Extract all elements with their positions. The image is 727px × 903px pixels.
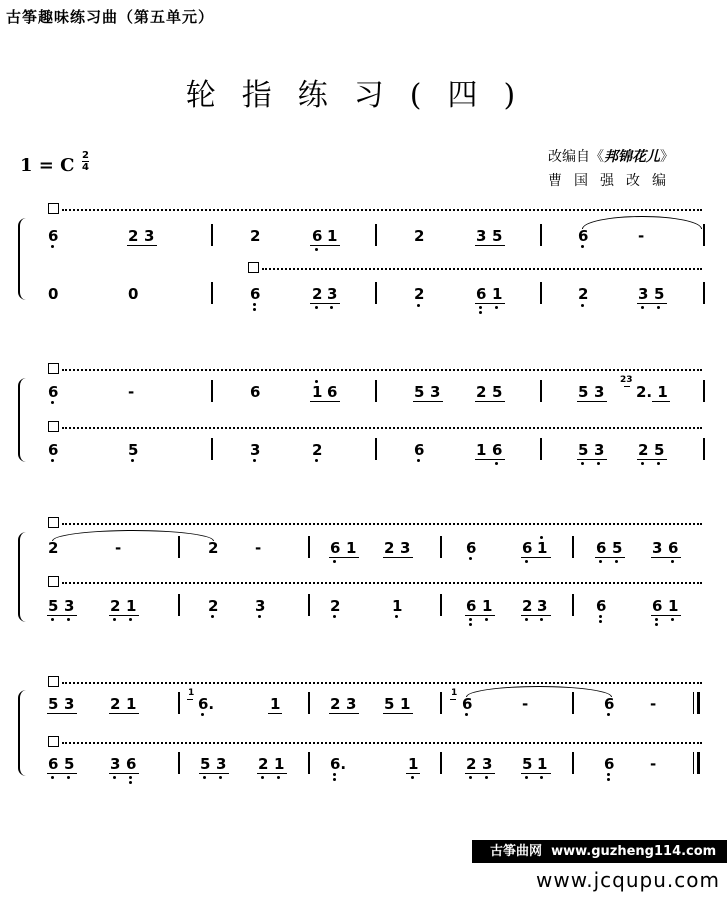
tremolo-line bbox=[62, 682, 702, 684]
note: 6 bbox=[596, 539, 607, 557]
low-octave-dot bbox=[655, 618, 658, 621]
barline bbox=[572, 752, 574, 774]
note: 5 bbox=[200, 755, 211, 773]
note: 5 bbox=[654, 441, 665, 459]
beam bbox=[47, 773, 77, 774]
barline bbox=[178, 536, 180, 558]
note: 3 bbox=[346, 695, 357, 713]
barline bbox=[703, 438, 705, 460]
note: 2 bbox=[250, 227, 261, 245]
low-octave-dot bbox=[277, 776, 280, 779]
beam bbox=[521, 557, 551, 558]
low-octave-dot bbox=[67, 618, 70, 621]
note: 3 bbox=[594, 383, 605, 401]
note: 1 bbox=[482, 597, 493, 615]
low-octave-dot bbox=[525, 776, 528, 779]
note: 3 bbox=[482, 755, 493, 773]
beam bbox=[413, 401, 443, 402]
note: 1 bbox=[312, 383, 323, 401]
note: 2 bbox=[466, 755, 477, 773]
tremolo-sign bbox=[48, 676, 59, 687]
beam bbox=[521, 773, 551, 774]
system-brace bbox=[18, 690, 28, 776]
note: 1 bbox=[408, 755, 419, 773]
low-octave-dot bbox=[113, 776, 116, 779]
barline bbox=[375, 224, 377, 246]
tremolo-line bbox=[62, 742, 702, 744]
low-octave-dot bbox=[615, 560, 618, 563]
beam bbox=[652, 401, 670, 402]
key-signature: 1 = C bbox=[20, 155, 75, 176]
barline bbox=[178, 692, 180, 714]
note: 6 bbox=[668, 539, 679, 557]
note: 3 bbox=[250, 441, 261, 459]
barline bbox=[308, 594, 310, 616]
tremolo-sign bbox=[48, 736, 59, 747]
beam bbox=[637, 459, 667, 460]
site-banner[interactable] bbox=[472, 840, 727, 863]
final-barline-thin bbox=[693, 692, 694, 714]
note: 3 bbox=[476, 227, 487, 245]
low-octave-dot bbox=[333, 615, 336, 618]
dash: - bbox=[128, 383, 135, 401]
low-octave-dot bbox=[540, 618, 543, 621]
note: 2 bbox=[312, 285, 323, 303]
tremolo-line bbox=[62, 523, 702, 525]
note: 5 bbox=[578, 441, 589, 459]
barline bbox=[703, 282, 705, 304]
note: 6. bbox=[198, 695, 215, 713]
barline bbox=[440, 594, 442, 616]
beam bbox=[475, 303, 505, 304]
low-octave-dot bbox=[258, 615, 261, 618]
note: 2 bbox=[384, 539, 395, 557]
beam bbox=[310, 401, 340, 402]
tremolo-line bbox=[262, 268, 702, 270]
note: 6 bbox=[522, 539, 533, 557]
note: 2 bbox=[522, 597, 533, 615]
beam bbox=[310, 303, 340, 304]
low-octave-dot bbox=[129, 618, 132, 621]
beam bbox=[310, 245, 340, 246]
grace-note: 1 bbox=[451, 688, 458, 698]
beam bbox=[595, 557, 625, 558]
dash: - bbox=[255, 539, 262, 557]
low-octave-dot bbox=[540, 776, 543, 779]
barline bbox=[375, 380, 377, 402]
site-url: www.guzheng114.com bbox=[551, 844, 717, 859]
grace-beam bbox=[187, 699, 193, 700]
note: 1 bbox=[327, 227, 338, 245]
dash: - bbox=[650, 755, 657, 773]
low-octave-dot bbox=[479, 311, 482, 314]
low-octave-dot bbox=[201, 713, 204, 716]
barline bbox=[308, 692, 310, 714]
tremolo-sign bbox=[48, 421, 59, 432]
note: 6 bbox=[604, 755, 615, 773]
low-octave-dot bbox=[599, 620, 602, 623]
low-octave-dot bbox=[315, 306, 318, 309]
tremolo-line bbox=[62, 427, 702, 429]
note: 2 bbox=[258, 755, 269, 773]
low-octave-dot bbox=[525, 560, 528, 563]
low-octave-dot bbox=[607, 773, 610, 776]
low-octave-dot bbox=[597, 462, 600, 465]
barline bbox=[440, 692, 442, 714]
note: 2 bbox=[330, 695, 341, 713]
note: 5 bbox=[414, 383, 425, 401]
low-octave-dot bbox=[417, 304, 420, 307]
beam bbox=[257, 773, 287, 774]
low-octave-dot bbox=[51, 245, 54, 248]
low-octave-dot bbox=[581, 245, 584, 248]
tremolo-sign bbox=[48, 517, 59, 528]
barline bbox=[440, 752, 442, 774]
note: 6 bbox=[330, 539, 341, 557]
note: 3 bbox=[652, 539, 663, 557]
low-octave-dot bbox=[129, 781, 132, 784]
note: 1 bbox=[668, 597, 679, 615]
low-octave-dot bbox=[129, 776, 132, 779]
low-octave-dot bbox=[253, 459, 256, 462]
low-octave-dot bbox=[657, 462, 660, 465]
note: 2 bbox=[578, 285, 589, 303]
low-octave-dot bbox=[469, 557, 472, 560]
note: 2 bbox=[638, 441, 649, 459]
dash: - bbox=[115, 539, 122, 557]
note: 3 bbox=[638, 285, 649, 303]
note: 5 bbox=[128, 441, 139, 459]
dash: - bbox=[522, 695, 529, 713]
note: 2 bbox=[110, 597, 121, 615]
low-octave-dot bbox=[67, 776, 70, 779]
tremolo-sign bbox=[48, 203, 59, 214]
note: 6 bbox=[327, 383, 338, 401]
low-octave-dot bbox=[641, 462, 644, 465]
note: 1 bbox=[126, 695, 137, 713]
beam bbox=[637, 303, 667, 304]
low-octave-dot bbox=[469, 618, 472, 621]
note: 3 bbox=[594, 441, 605, 459]
beam bbox=[521, 615, 551, 616]
low-octave-dot bbox=[51, 401, 54, 404]
note: 6 bbox=[48, 441, 59, 459]
beam bbox=[329, 713, 359, 714]
note: 6 bbox=[126, 755, 137, 773]
arrangement-credit bbox=[548, 146, 674, 166]
tremolo-line bbox=[62, 582, 702, 584]
system-brace bbox=[18, 532, 28, 622]
time-signature bbox=[82, 150, 89, 173]
note: 3 bbox=[537, 597, 548, 615]
beam bbox=[651, 557, 681, 558]
credit-prefix: 改编自《 bbox=[548, 149, 604, 165]
note: 1 bbox=[126, 597, 137, 615]
header-title: 古筝趣味练习曲（第五单元） bbox=[6, 8, 215, 26]
barline bbox=[572, 692, 574, 714]
low-octave-dot bbox=[495, 462, 498, 465]
low-octave-dot bbox=[315, 248, 318, 251]
low-octave-dot bbox=[581, 462, 584, 465]
note: 6 bbox=[596, 597, 607, 615]
beam bbox=[47, 615, 77, 616]
low-octave-dot bbox=[495, 306, 498, 309]
beam bbox=[383, 713, 413, 714]
low-octave-dot bbox=[333, 778, 336, 781]
note: 1 bbox=[392, 597, 403, 615]
note: 3 bbox=[144, 227, 155, 245]
note: 6 bbox=[604, 695, 615, 713]
system-brace bbox=[18, 378, 28, 462]
arranger-credit: 曹国强改编 bbox=[548, 173, 678, 189]
low-octave-dot bbox=[51, 776, 54, 779]
tremolo-sign bbox=[48, 576, 59, 587]
low-octave-dot bbox=[599, 615, 602, 618]
barline bbox=[540, 380, 542, 402]
barline bbox=[375, 282, 377, 304]
note: 6 bbox=[492, 441, 503, 459]
barline bbox=[440, 536, 442, 558]
beam bbox=[329, 557, 359, 558]
note: 0 bbox=[48, 285, 59, 303]
beam bbox=[465, 615, 495, 616]
note: 2 bbox=[110, 695, 121, 713]
beam bbox=[475, 401, 505, 402]
low-octave-dot bbox=[203, 776, 206, 779]
low-octave-dot bbox=[113, 618, 116, 621]
note: 6 bbox=[48, 227, 59, 245]
grace-note: 1 bbox=[188, 688, 195, 698]
note: 5 bbox=[48, 597, 59, 615]
low-octave-dot bbox=[253, 308, 256, 311]
grace-notes: 23 bbox=[620, 375, 633, 385]
note: 5 bbox=[522, 755, 533, 773]
credit-suffix: 》 bbox=[660, 149, 674, 165]
high-octave-dot bbox=[540, 536, 543, 539]
beam bbox=[651, 615, 681, 616]
low-octave-dot bbox=[253, 303, 256, 306]
final-barline-thick bbox=[697, 752, 700, 774]
low-octave-dot bbox=[333, 560, 336, 563]
note: 1 bbox=[400, 695, 411, 713]
beam bbox=[109, 773, 139, 774]
barline bbox=[211, 438, 213, 460]
note: 6 bbox=[312, 227, 323, 245]
low-octave-dot bbox=[657, 306, 660, 309]
system-brace bbox=[18, 218, 28, 300]
beam bbox=[47, 713, 77, 714]
note: 6 bbox=[462, 695, 473, 713]
barline bbox=[703, 224, 705, 246]
low-octave-dot bbox=[469, 776, 472, 779]
barline bbox=[540, 438, 542, 460]
note: 6 bbox=[250, 383, 261, 401]
note: 1 bbox=[270, 695, 281, 713]
note: 0 bbox=[128, 285, 139, 303]
note: 2 bbox=[208, 597, 219, 615]
note: 5 bbox=[384, 695, 395, 713]
note: 6 bbox=[48, 755, 59, 773]
note: 2. 1 bbox=[636, 383, 668, 401]
note: 5 bbox=[492, 383, 503, 401]
note: 5 bbox=[654, 285, 665, 303]
note: 1 bbox=[476, 441, 487, 459]
note: 6 bbox=[578, 227, 589, 245]
note: 6 bbox=[414, 441, 425, 459]
note: 1 bbox=[492, 285, 503, 303]
low-octave-dot bbox=[599, 560, 602, 563]
note: 3 bbox=[400, 539, 411, 557]
beam bbox=[577, 401, 607, 402]
final-barline-thick bbox=[697, 692, 700, 714]
piece-title: 轮指练习(四) bbox=[185, 78, 542, 113]
note: 2 bbox=[48, 539, 59, 557]
barline bbox=[178, 594, 180, 616]
low-octave-dot bbox=[479, 306, 482, 309]
low-octave-dot bbox=[581, 304, 584, 307]
note: 1 bbox=[346, 539, 357, 557]
note: 5 bbox=[612, 539, 623, 557]
dash: - bbox=[638, 227, 645, 245]
barline bbox=[211, 282, 213, 304]
low-octave-dot bbox=[330, 306, 333, 309]
watermark-url: www.jcqupu.com bbox=[536, 868, 720, 892]
note: 2 bbox=[414, 227, 425, 245]
beam bbox=[577, 459, 607, 460]
low-octave-dot bbox=[641, 306, 644, 309]
low-octave-dot bbox=[607, 713, 610, 716]
site-name: 古筝曲网 bbox=[490, 844, 543, 859]
low-octave-dot bbox=[417, 459, 420, 462]
low-octave-dot bbox=[51, 618, 54, 621]
note: 6 bbox=[466, 597, 477, 615]
note: 3 bbox=[430, 383, 441, 401]
barline bbox=[211, 224, 213, 246]
note: 6 bbox=[250, 285, 261, 303]
note: 6 bbox=[652, 597, 663, 615]
low-octave-dot bbox=[131, 459, 134, 462]
barline bbox=[178, 752, 180, 774]
note: 2 bbox=[128, 227, 139, 245]
beam bbox=[199, 773, 229, 774]
low-octave-dot bbox=[671, 560, 674, 563]
beam bbox=[475, 459, 505, 460]
beam bbox=[268, 713, 282, 714]
low-octave-dot bbox=[607, 778, 610, 781]
low-octave-dot bbox=[51, 459, 54, 462]
barline bbox=[540, 282, 542, 304]
note: 5 bbox=[578, 383, 589, 401]
beam bbox=[465, 773, 495, 774]
note: 6 bbox=[476, 285, 487, 303]
low-octave-dot bbox=[485, 776, 488, 779]
low-octave-dot bbox=[219, 776, 222, 779]
note: 5 bbox=[492, 227, 503, 245]
beam bbox=[109, 615, 139, 616]
dash: - bbox=[650, 695, 657, 713]
note: 6 bbox=[48, 383, 59, 401]
tremolo-line bbox=[62, 369, 702, 371]
low-octave-dot bbox=[525, 618, 528, 621]
note: 5 bbox=[48, 695, 59, 713]
low-octave-dot bbox=[315, 459, 318, 462]
low-octave-dot bbox=[671, 618, 674, 621]
tremolo-sign bbox=[248, 262, 259, 273]
note: 3 bbox=[255, 597, 266, 615]
barline bbox=[540, 224, 542, 246]
low-octave-dot bbox=[485, 618, 488, 621]
note: 6 bbox=[466, 539, 477, 557]
note: 1 bbox=[274, 755, 285, 773]
beam bbox=[109, 713, 139, 714]
note: 3 bbox=[110, 755, 121, 773]
tremolo-sign bbox=[48, 363, 59, 374]
low-octave-dot bbox=[211, 615, 214, 618]
grace-beam bbox=[450, 699, 456, 700]
low-octave-dot bbox=[655, 623, 658, 626]
beam bbox=[475, 245, 505, 246]
tie bbox=[466, 686, 612, 697]
note: 3 bbox=[216, 755, 227, 773]
time-signature-top: 2 bbox=[82, 150, 89, 161]
low-octave-dot bbox=[395, 615, 398, 618]
note: 3 bbox=[64, 695, 75, 713]
high-octave-dot bbox=[315, 380, 318, 383]
time-signature-bottom: 4 bbox=[82, 162, 89, 173]
note: 2 bbox=[330, 597, 341, 615]
credit-song-name: 邦锦花儿 bbox=[604, 149, 660, 165]
low-octave-dot bbox=[411, 776, 414, 779]
note: 2 bbox=[476, 383, 487, 401]
barline bbox=[308, 752, 310, 774]
low-octave-dot bbox=[465, 713, 468, 716]
note: 1 bbox=[537, 539, 548, 557]
low-octave-dot bbox=[261, 776, 264, 779]
beam bbox=[127, 245, 157, 246]
low-octave-dot bbox=[333, 773, 336, 776]
grace-beam bbox=[624, 386, 630, 387]
note: 6. bbox=[330, 755, 347, 773]
barline bbox=[375, 438, 377, 460]
beam bbox=[383, 557, 413, 558]
note: 3 bbox=[64, 597, 75, 615]
tremolo-line bbox=[62, 209, 702, 211]
barline bbox=[572, 536, 574, 558]
final-barline-thin bbox=[693, 752, 694, 774]
barline bbox=[211, 380, 213, 402]
barline bbox=[308, 536, 310, 558]
note: 2 bbox=[208, 539, 219, 557]
tie bbox=[52, 530, 214, 541]
note: 5 bbox=[64, 755, 75, 773]
barline bbox=[703, 380, 705, 402]
note: 3 bbox=[327, 285, 338, 303]
note: 1 bbox=[537, 755, 548, 773]
low-octave-dot bbox=[469, 623, 472, 626]
note: 2 bbox=[414, 285, 425, 303]
barline bbox=[572, 594, 574, 616]
beam bbox=[406, 773, 420, 774]
note: 2 bbox=[312, 441, 323, 459]
